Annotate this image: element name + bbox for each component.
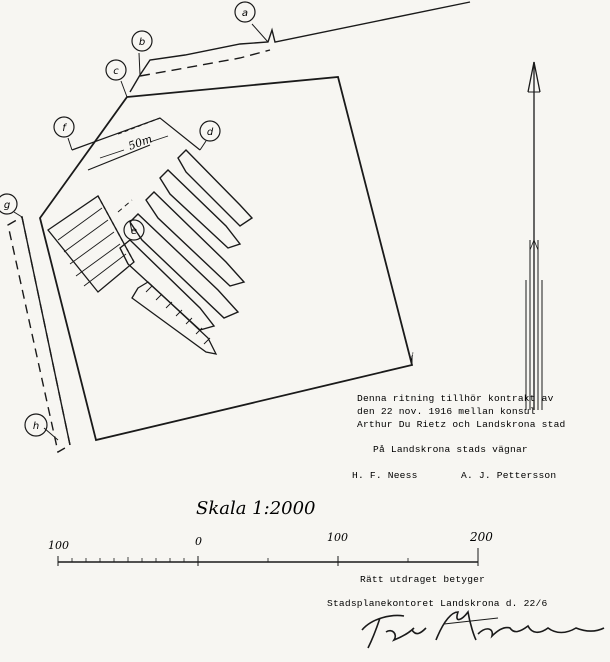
svg-text:c: c bbox=[113, 66, 119, 77]
marker-a bbox=[235, 2, 255, 22]
marker-g bbox=[0, 194, 17, 214]
internal-dashed-line bbox=[118, 200, 132, 212]
svg-text:a: a bbox=[241, 8, 249, 19]
scale-label-zero: 0 bbox=[195, 535, 202, 548]
certification-line-2: Stadsplanekontoret Landskrona d. 22/6 bbox=[327, 598, 548, 609]
handwritten-signature bbox=[362, 612, 604, 648]
marker-b bbox=[132, 31, 152, 51]
left-boundary bbox=[8, 217, 70, 452]
scale-label-200: 200 bbox=[470, 530, 493, 544]
contract-line-2: den 22 nov. 1916 mellan konsul bbox=[357, 406, 536, 417]
dimension-label: 50m bbox=[126, 132, 154, 153]
on-behalf-text: På Landskrona stads vägnar bbox=[373, 444, 528, 455]
marker-leaders bbox=[14, 24, 412, 440]
scale-label-left-100: 100 bbox=[48, 539, 69, 552]
marker-h bbox=[25, 414, 47, 436]
marker-c bbox=[106, 60, 126, 80]
svg-text:h: h bbox=[32, 421, 40, 432]
signatory-left: H. F. Neess bbox=[352, 470, 418, 481]
svg-text:b: b bbox=[138, 37, 146, 48]
contract-line-1: Denna ritning tillhör kontrakt av bbox=[357, 393, 554, 404]
hatched-building bbox=[48, 196, 134, 292]
svg-text:g: g bbox=[3, 200, 11, 211]
contract-line-3: Arthur Du Rietz och Landskrona stad bbox=[357, 419, 566, 430]
signatory-right: A. J. Pettersson bbox=[461, 470, 557, 481]
north-arrow bbox=[526, 62, 542, 410]
shoreline-boundary bbox=[130, 2, 470, 92]
marker-f bbox=[54, 117, 74, 137]
scale-bar bbox=[58, 548, 478, 566]
pier-4 bbox=[130, 214, 238, 318]
marker-d bbox=[200, 121, 220, 141]
pier-3 bbox=[146, 192, 244, 286]
hatched-slipway bbox=[132, 282, 216, 354]
marker-i: i bbox=[410, 352, 414, 363]
pier-5 bbox=[120, 240, 214, 330]
marker-e bbox=[124, 220, 144, 240]
scale-title: Skala 1:2000 bbox=[196, 498, 316, 519]
svg-text:f: f bbox=[62, 123, 66, 134]
main-plot-outline bbox=[40, 77, 412, 440]
certification-line-1: Rätt utdraget betyger bbox=[360, 574, 486, 585]
svg-text:d: d bbox=[206, 127, 214, 138]
svg-text:e: e bbox=[130, 226, 138, 237]
scale-label-100: 100 bbox=[327, 531, 348, 544]
